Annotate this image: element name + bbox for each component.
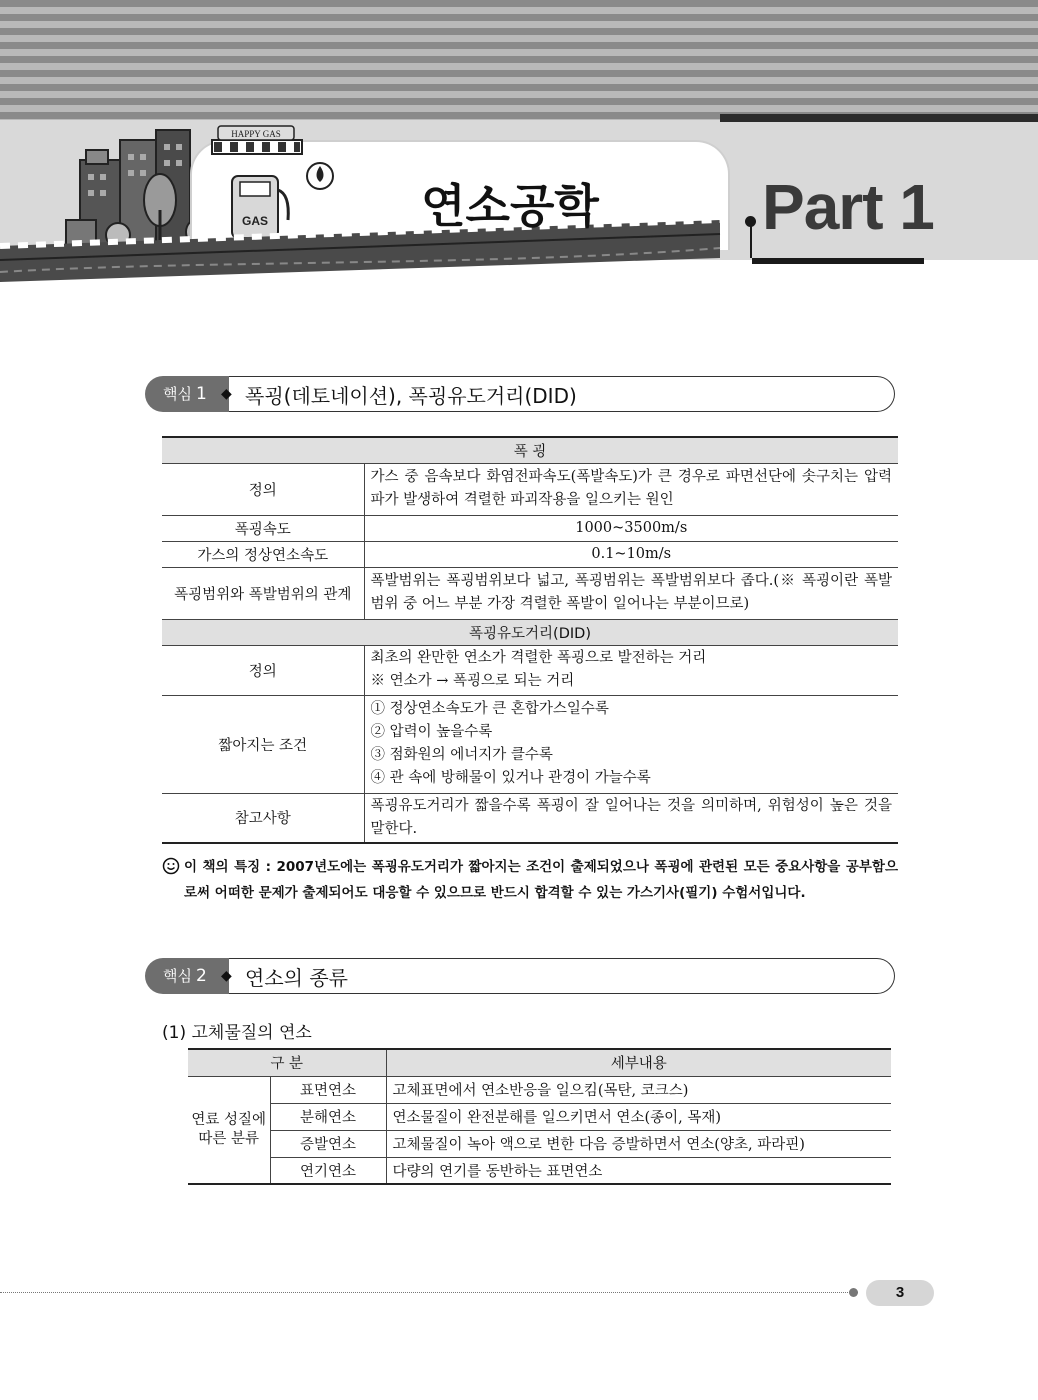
table-row: [162, 695, 898, 793]
row-text: 폭발범위는 폭굉범위보다 넓고, 폭굉범위는 폭발범위보다 좁다.(※ 폭굉이란 폭발범위 중 어느 부분 가장 격렬한 폭발이 일어나는 부분이므로): [364, 567, 898, 619]
condition-item: ② 압력이 높을수록: [370, 724, 493, 740]
note-text: 이 책의 특징 : 2007년도에는 폭굉유도거리가 짧아지는 조건이 출제되었으나 폭굉에 관련된 모든 중요사항을 공부함으로써 어떠한 문제가 출제되어도 대응할 수 있으므로 반드시 합격할 수 있는 가스기사(필기) 수험서입니다.: [184, 859, 898, 901]
section-heading-1: [145, 376, 895, 412]
section-badge-label: 핵심: [163, 385, 192, 403]
subheading: (1) 고체물질의 연소: [162, 1023, 312, 1043]
table-row: [188, 1076, 891, 1103]
footer-dot: [849, 1288, 858, 1297]
table-header-detonation: 폭 굉: [162, 437, 898, 463]
combustion-kind: 증발연소: [270, 1130, 386, 1157]
part-pin: [750, 222, 752, 258]
footer-dotted-line: [0, 1292, 858, 1293]
combustion-kind: 분해연소: [270, 1103, 386, 1130]
column-header-category: 구 분: [188, 1049, 386, 1076]
row-text: [364, 645, 898, 695]
condition-item: ③ 점화원의 에너지가 클수록: [370, 747, 553, 763]
combustion-detail: 연소물질이 완전분해를 일으키면서 연소(종이, 목재): [386, 1103, 891, 1130]
row-label: 참고사항: [162, 793, 364, 843]
combustion-detail: 고체물질이 녹아 액으로 변한 다음 증발하면서 연소(양초, 파라핀): [386, 1130, 891, 1157]
row-label: 가스의 정상연소속도: [162, 541, 364, 567]
column-header-detail: 세부내용: [386, 1049, 891, 1076]
row-label: 폭굉범위와 폭발범위의 관계: [162, 567, 364, 619]
table-row: [188, 1103, 891, 1130]
row-label: 정의: [162, 645, 364, 695]
row-text: 1000~3500m/s: [364, 515, 898, 541]
row-text: [364, 695, 898, 793]
combustion-kind: 표면연소: [270, 1076, 386, 1103]
row-text: 가스 중 음속보다 화염전파속도(폭발속도)가 큰 경우로 파면선단에 솟구치는 압력파가 발생하여 격렬한 파괴작용을 일으키는 원인: [364, 463, 898, 515]
table-row: [162, 793, 898, 843]
row-label: 짧아지는 조건: [162, 695, 364, 793]
happy-gas-sign: HAPPY GAS: [231, 129, 281, 139]
table-row: [188, 1157, 891, 1184]
book-feature-note: [162, 854, 898, 906]
section-badge-number: 2: [195, 966, 207, 986]
condition-item: ④ 관 속에 방해물이 있거나 관경이 가늘수록: [370, 770, 651, 786]
solid-combustion-table: [188, 1048, 891, 1185]
group-label: 연료 성질에 따른 분류: [188, 1076, 270, 1184]
definition-note: ※ 연소가 → 폭굉으로 되는 거리: [370, 673, 575, 689]
section-title: 연소의 종류: [245, 966, 348, 990]
table-row: [162, 541, 898, 567]
diamond-icon: ◆: [221, 968, 232, 984]
row-text: 0.1~10m/s: [364, 541, 898, 567]
table-row: [162, 645, 898, 695]
section-badge: [145, 958, 229, 994]
diamond-icon: ◆: [221, 386, 232, 402]
row-text: 폭굉유도거리가 짧을수록 폭굉이 잘 일어나는 것을 의미하며, 위험성이 높은 것을 말한다.: [364, 793, 898, 843]
book-title: 연소공학: [421, 179, 599, 233]
row-label: 폭굉속도: [162, 515, 364, 541]
page-number: 3: [866, 1280, 934, 1306]
part-rule: [752, 258, 924, 264]
header-stripes: [0, 0, 1038, 120]
section-badge: [145, 376, 229, 412]
table-row: [162, 567, 898, 619]
detonation-table: [162, 436, 898, 844]
table-row: [162, 463, 898, 515]
condition-item: ① 정상연소속도가 큰 혼합가스일수록: [370, 701, 609, 717]
part-label: Part 1: [762, 171, 934, 243]
table-row: [162, 515, 898, 541]
smiley-icon: [162, 857, 180, 875]
table-header-did: 폭굉유도거리(DID): [162, 619, 898, 645]
section-badge-label: 핵심: [163, 967, 192, 985]
section-title: 폭굉(데토네이션), 폭굉유도거리(DID): [245, 384, 577, 408]
table-row: [188, 1130, 891, 1157]
combustion-kind: 연기연소: [270, 1157, 386, 1184]
section-badge-number: 1: [195, 384, 207, 404]
pump-label: GAS: [241, 214, 269, 228]
combustion-detail: 다량의 연기를 동반하는 표면연소: [386, 1157, 891, 1184]
section-heading-2: [145, 958, 895, 994]
combustion-detail: 고체표면에서 연소반응을 일으킴(목탄, 코크스): [386, 1076, 891, 1103]
row-label: 정의: [162, 463, 364, 515]
definition-line: 최초의 완만한 연소가 격렬한 폭굉으로 발전하는 거리: [370, 650, 707, 666]
